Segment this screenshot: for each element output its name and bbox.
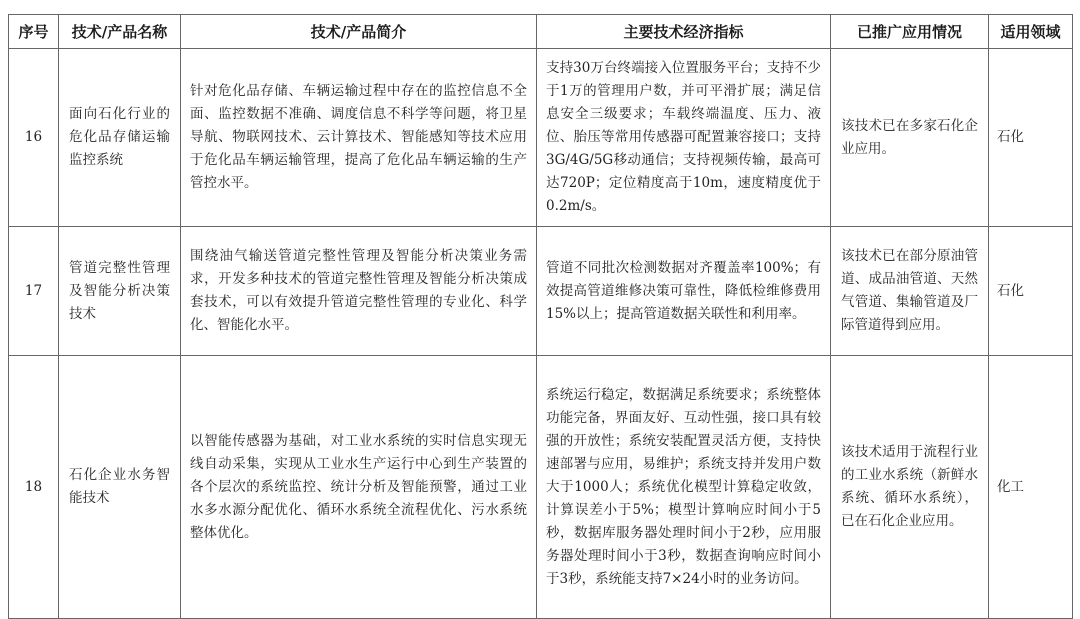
table-row (9, 356, 1073, 619)
row-name: 面向石化行业的危化品存储运输监控系统 (59, 49, 181, 227)
header-application: 已推广应用情况 (831, 15, 989, 49)
row-name: 石化企业水务智能技术 (59, 356, 181, 619)
row-domain: 石化 (989, 227, 1073, 356)
header-seq: 序号 (9, 15, 59, 49)
row-domain: 石化 (989, 49, 1073, 227)
table-header-row (9, 15, 1073, 49)
header-name: 技术/产品名称 (59, 15, 181, 49)
row-seq: 16 (9, 49, 59, 227)
header-intro: 技术/产品简介 (181, 15, 537, 49)
row-application: 该技术已在部分原油管道、成品油管道、天然气管道、集输管道及厂际管道得到应用。 (831, 227, 989, 356)
row-seq: 18 (9, 356, 59, 619)
technology-table (8, 14, 1073, 619)
table-row (9, 49, 1073, 227)
row-seq: 17 (9, 227, 59, 356)
row-indicators: 支持30万台终端接入位置服务平台；支持不少于1万的管理用户数，并可平滑扩展；满足信息安全三级要求；车载终端温度、压力、液位、胎压等常用传感器可配置兼容接口；支持3G/4G/5G移动通信；支持视频传输，最高可达720P；定位精度高于10m，速度精度优于0.2m/s。 (537, 49, 831, 227)
row-application: 该技术已在多家石化企业应用。 (831, 49, 989, 227)
header-indicators: 主要技术经济指标 (537, 15, 831, 49)
row-intro: 针对危化品存储、车辆运输过程中存在的监控信息不全面、监控数据不准确、调度信息不科学等问题，将卫星导航、物联网技术、云计算技术、智能感知等技术应用于危化品车辆运输管理，提高了危化品车辆运输的生产管控水平。 (181, 49, 537, 227)
row-application: 该技术适用于流程行业的工业水系统（新鲜水系统、循环水系统），已在石化企业应用。 (831, 356, 989, 619)
row-intro: 围绕油气输送管道完整性管理及智能分析决策业务需求，开发多种技术的管道完整性管理及智能分析决策成套技术，可以有效提升管道完整性管理的专业化、科学化、智能化水平。 (181, 227, 537, 356)
header-domain: 适用领域 (989, 15, 1073, 49)
row-domain: 化工 (989, 356, 1073, 619)
table-row (9, 227, 1073, 356)
row-indicators: 管道不同批次检测数据对齐覆盖率100%；有效提高管道维修决策可靠性，降低检维修费用15%以上；提高管道数据关联性和利用率。 (537, 227, 831, 356)
row-intro: 以智能传感器为基础，对工业水系统的实时信息实现无线自动采集，实现从工业水生产运行中心到生产装置的各个层次的系统监控、统计分析及智能预警，通过工业水多水源分配优化、循环水系统全流程优化、污水系统整体优化。 (181, 356, 537, 619)
row-indicators: 系统运行稳定，数据满足系统要求；系统整体功能完备，界面友好、互动性强，接口具有较强的开放性；系统安装配置灵活方便，支持快速部署与应用，易维护；系统支持并发用户数大于1000人；系统优化模型计算稳定收敛，计算误差小于5%；模型计算响应时间小于5秒，数据库服务器处理时间小于2秒，应用服务器处理时间小于3秒，数据查询响应时间小于3秒，系统能支持7×24小时的业务访问。 (537, 356, 831, 619)
row-name: 管道完整性管理及智能分析决策技术 (59, 227, 181, 356)
